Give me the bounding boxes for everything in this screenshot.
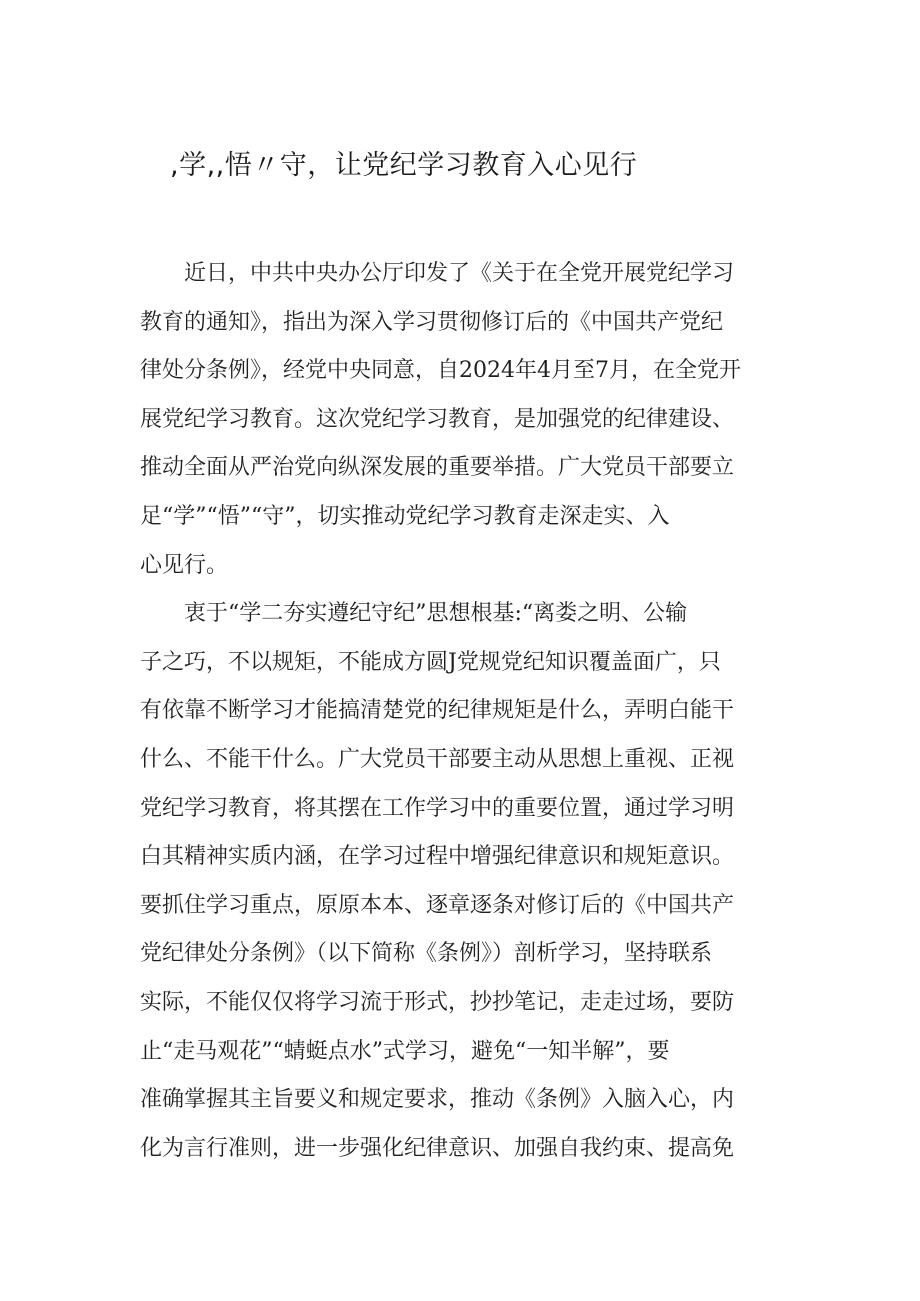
paragraph-line: 展党纪学习教育。这次党纪学习教育，是加强党的纪律建设、 [140,406,735,432]
paragraph-line: 党纪律处分条例》（以下简称《条例》）剖析学习，坚持联系 [140,941,713,967]
paragraph-line: 什么、不能干什么。广大党员干部要主动从思想上重视、正视 [140,746,735,772]
paragraph-line: 近日，中共中央办公厅印发了《关于在全党开展党纪学习 [184,261,735,286]
paragraph-2 [140,590,780,1173]
paragraph-line: 党纪学习教育，将其摆在工作学习中的重要位置，通过学习明 [140,795,735,821]
paragraph-line: 准确掌握其主旨要义和规定要求，推动《条例》入脑入心，内 [140,1087,735,1113]
paragraph-line: 衷于“学二夯实遵纪守纪”思想根基:“离娄之明、公输 [184,601,688,627]
paragraph-1 [140,250,780,590]
paragraph-line: 心见行。 [140,552,229,578]
paragraph-line: 止“走马观花”“蜻蜓点水”式学习，避免“一知半解”，要 [140,1038,670,1064]
paragraph-line: 要抓住学习重点，原原本本、逐章逐条对修订后的《中国共产 [140,892,735,918]
paragraph-line: 推动全面从严治党向纵深发展的重要举措。广大党员干部要立 [140,455,735,481]
paragraph-line: 教育的通知》，指出为深入学习贯彻修订后的《中国共产党纪 [140,309,724,335]
paragraph-line: 子之巧，不以规矩，不能成方圆J党规党纪知识覆盖面广，只 [140,649,721,675]
paragraph-line: 足“学”“悟”“守”，切实推动党纪学习教育走深走实、入 [140,503,670,529]
paragraph-line: 律处分条例》，经党中央同意，自2024年4月至7月，在全党开 [140,358,741,384]
paragraph-line: 白其精神实质内涵，在学习过程中增强纪律意识和规矩意识。 [140,844,735,870]
paragraph-line: 有依靠不断学习才能搞清楚党的纪律规矩是什么，弄明白能干 [140,698,735,724]
document-body [140,250,780,1173]
paragraph-line: 化为言行准则，进一步强化纪律意识、加强自我约束、提高免 [140,1135,735,1161]
document-title: ,学,,悟〃守，让党纪学习教育入心见行 [170,150,638,181]
paragraph-line: 实际，不能仅仅将学习流于形式，抄抄笔记，走走过场，要防 [140,989,735,1015]
